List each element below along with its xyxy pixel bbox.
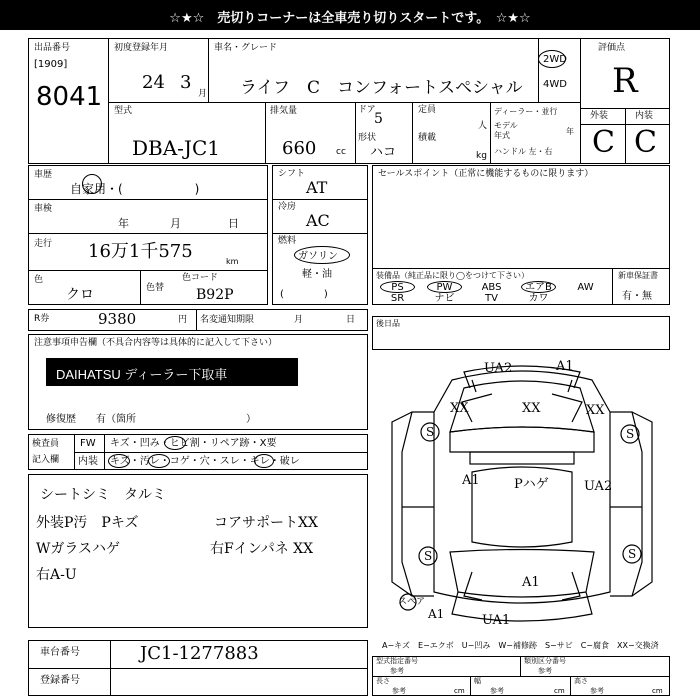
fuel-label: 燃料 bbox=[278, 236, 297, 246]
registration-label: 登録番号 bbox=[40, 675, 80, 686]
repair-history: 修復歴 有（箇所 ） bbox=[46, 414, 256, 425]
fuel-line1: ガソリン bbox=[298, 251, 338, 262]
equipment-grid bbox=[374, 282, 610, 304]
mark-s-fl: S bbox=[426, 425, 435, 439]
attachment-block bbox=[372, 316, 670, 350]
fw-items: キズ・凹み・ヒビ割・リペア跡・X要 bbox=[110, 438, 277, 449]
lot-number: 8041 bbox=[36, 82, 103, 112]
drive-circle bbox=[538, 50, 566, 68]
warranty-value: 有・無 bbox=[622, 291, 652, 302]
car-name-label: 車名・グレード bbox=[214, 43, 278, 53]
capacity-unit: 人 bbox=[478, 121, 488, 131]
spec-r4f: cm bbox=[652, 687, 663, 695]
first-reg-month-unit: 月 bbox=[198, 89, 208, 99]
ac-value: AC bbox=[306, 211, 330, 230]
model-value: DBA-JC1 bbox=[132, 136, 220, 160]
spec-r3c: 高さ bbox=[574, 677, 588, 685]
color-label: 色 bbox=[34, 275, 44, 285]
doors-label: ドア bbox=[358, 105, 376, 115]
mark-a1-left: A1 bbox=[462, 473, 480, 488]
warranty-label: 新車保証書 bbox=[618, 271, 658, 280]
damage-legend: A−キズ E−エクボ U−凹み W−補修跡 S−サビ C−腐食 XX−交換済 bbox=[382, 641, 659, 650]
fuel-line3: ( ) bbox=[280, 289, 328, 300]
equipment-item: AW bbox=[577, 282, 594, 293]
dealer-row2b: 年式 bbox=[494, 131, 510, 140]
note-line3b: 右Fインパネ XX bbox=[210, 541, 314, 557]
spec-r3b: 幅 bbox=[474, 677, 481, 685]
equipment-item: PW bbox=[436, 282, 453, 293]
dealer-row3: ハンドル 左・右 bbox=[494, 147, 553, 156]
note-line1: シートシミ タルミ bbox=[40, 487, 166, 503]
note-line4: 右A-U bbox=[36, 567, 77, 583]
color-code-label: 色コード bbox=[182, 273, 219, 283]
grade-int-label: 内装 bbox=[635, 111, 654, 121]
top-block bbox=[28, 38, 670, 164]
capacity-label: 定員 bbox=[418, 105, 437, 115]
first-reg-label: 初度登録年月 bbox=[114, 43, 169, 53]
fuel-line2: 軽・油 bbox=[302, 269, 332, 280]
lot-code: [1909] bbox=[34, 59, 68, 70]
shape-value: ハコ bbox=[370, 145, 397, 160]
chassis-label: 車台番号 bbox=[40, 647, 80, 658]
chassis-value: JC1-1277883 bbox=[140, 643, 259, 664]
equipment-item: PS bbox=[391, 282, 404, 293]
mark-ua2-right: UA2 bbox=[584, 479, 613, 494]
doors-value: 5 bbox=[374, 111, 383, 127]
recycle-block bbox=[28, 309, 368, 331]
checker-label1: 検査員 bbox=[32, 439, 60, 449]
drive-4wd: 4WD bbox=[543, 79, 567, 90]
int-items: キズ・汚レ・コゲ・穴・スレ・キレ・破レ bbox=[110, 456, 300, 467]
dealer-row1: ディーラー・並行 bbox=[494, 107, 558, 116]
drive-2wd: 2WD bbox=[543, 54, 567, 65]
equipment-circle bbox=[380, 281, 415, 293]
load-label: 積載 bbox=[418, 133, 437, 143]
equipment-item: TV bbox=[485, 293, 498, 304]
sales-point-label: セールスポイント（正常に機能するものに限ります） bbox=[378, 169, 594, 179]
equipment-item: ナビ bbox=[434, 293, 455, 304]
mark-a1-top: A1 bbox=[556, 359, 574, 374]
mark-xx-center: XX bbox=[522, 401, 541, 416]
grade-label: 評価点 bbox=[598, 43, 626, 53]
int-label: 内装 bbox=[78, 456, 98, 467]
color-value: クロ bbox=[66, 287, 94, 303]
displacement-value: 660 bbox=[282, 138, 317, 159]
inspection-day: 日 bbox=[228, 217, 239, 230]
spec-r2a: 参考 bbox=[390, 667, 404, 675]
first-reg-month: 3 bbox=[180, 72, 192, 93]
spec-r3a: 長さ bbox=[376, 677, 390, 685]
notice-day: 日 bbox=[346, 315, 356, 325]
ac-label: 冷房 bbox=[278, 202, 297, 212]
recycle-unit: 円 bbox=[178, 315, 188, 325]
checker-label2: 記入欄 bbox=[32, 455, 60, 465]
mileage-value: 16万1千575 bbox=[88, 241, 193, 262]
notice-month: 月 bbox=[294, 315, 304, 325]
first-reg-year: 24 bbox=[142, 72, 165, 93]
spec-r1a: 型式指定番号 bbox=[376, 657, 418, 665]
mark-s-fr: S bbox=[626, 427, 635, 441]
grade-int: C bbox=[634, 125, 657, 160]
color-change-label: 色替 bbox=[146, 283, 165, 293]
model-label: 型式 bbox=[114, 106, 133, 116]
spec-r4a: 参考 bbox=[392, 687, 406, 695]
dealer-tag-text: DAIHATSU ディーラー下取車 bbox=[56, 367, 228, 382]
dealer-row2a: モデル bbox=[494, 121, 518, 130]
recycle-value: 9380 bbox=[98, 310, 137, 328]
history-value: 自家用・( ) bbox=[70, 182, 200, 196]
mark-xx-right: XX bbox=[586, 403, 605, 418]
banner-text: ☆★☆ 売切りコーナーは全車売り切りスタートです。 ☆★☆ bbox=[169, 11, 531, 26]
note-line3a: Wガラスハゲ bbox=[36, 541, 120, 557]
equipment-circle bbox=[427, 281, 462, 293]
grade-ext-label: 外装 bbox=[590, 111, 609, 121]
grade-score: R bbox=[612, 61, 638, 101]
equipment-item: カワ bbox=[528, 293, 549, 304]
history-circle bbox=[82, 174, 102, 194]
inspection-label: 車検 bbox=[34, 204, 53, 214]
shift-value: AT bbox=[306, 178, 328, 197]
equipment-item: ABS bbox=[481, 282, 502, 293]
note-line2b: コアサポートXX bbox=[214, 515, 318, 531]
spec-r4c: 参考 bbox=[490, 687, 504, 695]
color-code: B92P bbox=[196, 287, 234, 303]
notice-label: 名変通知期限 bbox=[200, 315, 255, 325]
dealer-row2c: 年 bbox=[566, 127, 574, 136]
spec-r2b: 参考 bbox=[538, 667, 552, 675]
spec-r4d: cm bbox=[554, 687, 565, 695]
shape-label: 形状 bbox=[358, 133, 377, 143]
equipment-circle bbox=[521, 281, 556, 293]
shift-label: シフト bbox=[278, 169, 306, 179]
mark-s-rl: S bbox=[424, 549, 433, 563]
mark-spare: スペア bbox=[398, 597, 426, 607]
history-label: 車歴 bbox=[34, 170, 53, 180]
load-unit: kg bbox=[476, 151, 487, 161]
car-name-value: ライフ C コンフォートスペシャル bbox=[240, 78, 523, 98]
spec-r4b: cm bbox=[454, 687, 465, 695]
equipment-label: 装備品（純正品に限り◯をつけて下さい） bbox=[376, 271, 529, 280]
notes-label: 注意事項申告欄（不具合内容等は具体的に記入して下さい） bbox=[34, 338, 278, 348]
equipment-item: SR bbox=[390, 293, 405, 304]
fuel-circle bbox=[294, 246, 350, 264]
mark-s-rr: S bbox=[628, 547, 637, 561]
mileage-label: 走行 bbox=[34, 239, 53, 249]
displacement-label: 排気量 bbox=[270, 106, 298, 116]
spec-r4e: 参考 bbox=[590, 687, 604, 695]
handwritten-area bbox=[28, 474, 368, 628]
inspection-year: 年 bbox=[118, 217, 129, 230]
displacement-unit: cc bbox=[336, 147, 346, 157]
spec-r1b: 類別区分番号 bbox=[524, 657, 566, 665]
mark-ua2-top: UA2 bbox=[484, 361, 513, 376]
mark-xx-left: XX bbox=[450, 401, 469, 416]
mark-a1-bottom: A1 bbox=[428, 607, 445, 621]
lot-label: 出品番号 bbox=[34, 43, 71, 53]
note-line2a: 外装P汚 Pキズ bbox=[36, 515, 139, 531]
mileage-unit: km bbox=[226, 257, 239, 266]
mark-ua1-bottom: UA1 bbox=[482, 613, 511, 628]
attachment-label: 後日品 bbox=[376, 319, 400, 328]
equipment-item: エアB bbox=[525, 282, 552, 293]
inspection-month: 月 bbox=[170, 217, 181, 230]
recycle-label: R券 bbox=[34, 314, 50, 324]
grade-ext: C bbox=[592, 125, 615, 160]
fw-label: FW bbox=[80, 438, 96, 449]
mark-p-hage: Pハゲ bbox=[514, 477, 549, 492]
mark-a1-rear: A1 bbox=[522, 575, 540, 590]
